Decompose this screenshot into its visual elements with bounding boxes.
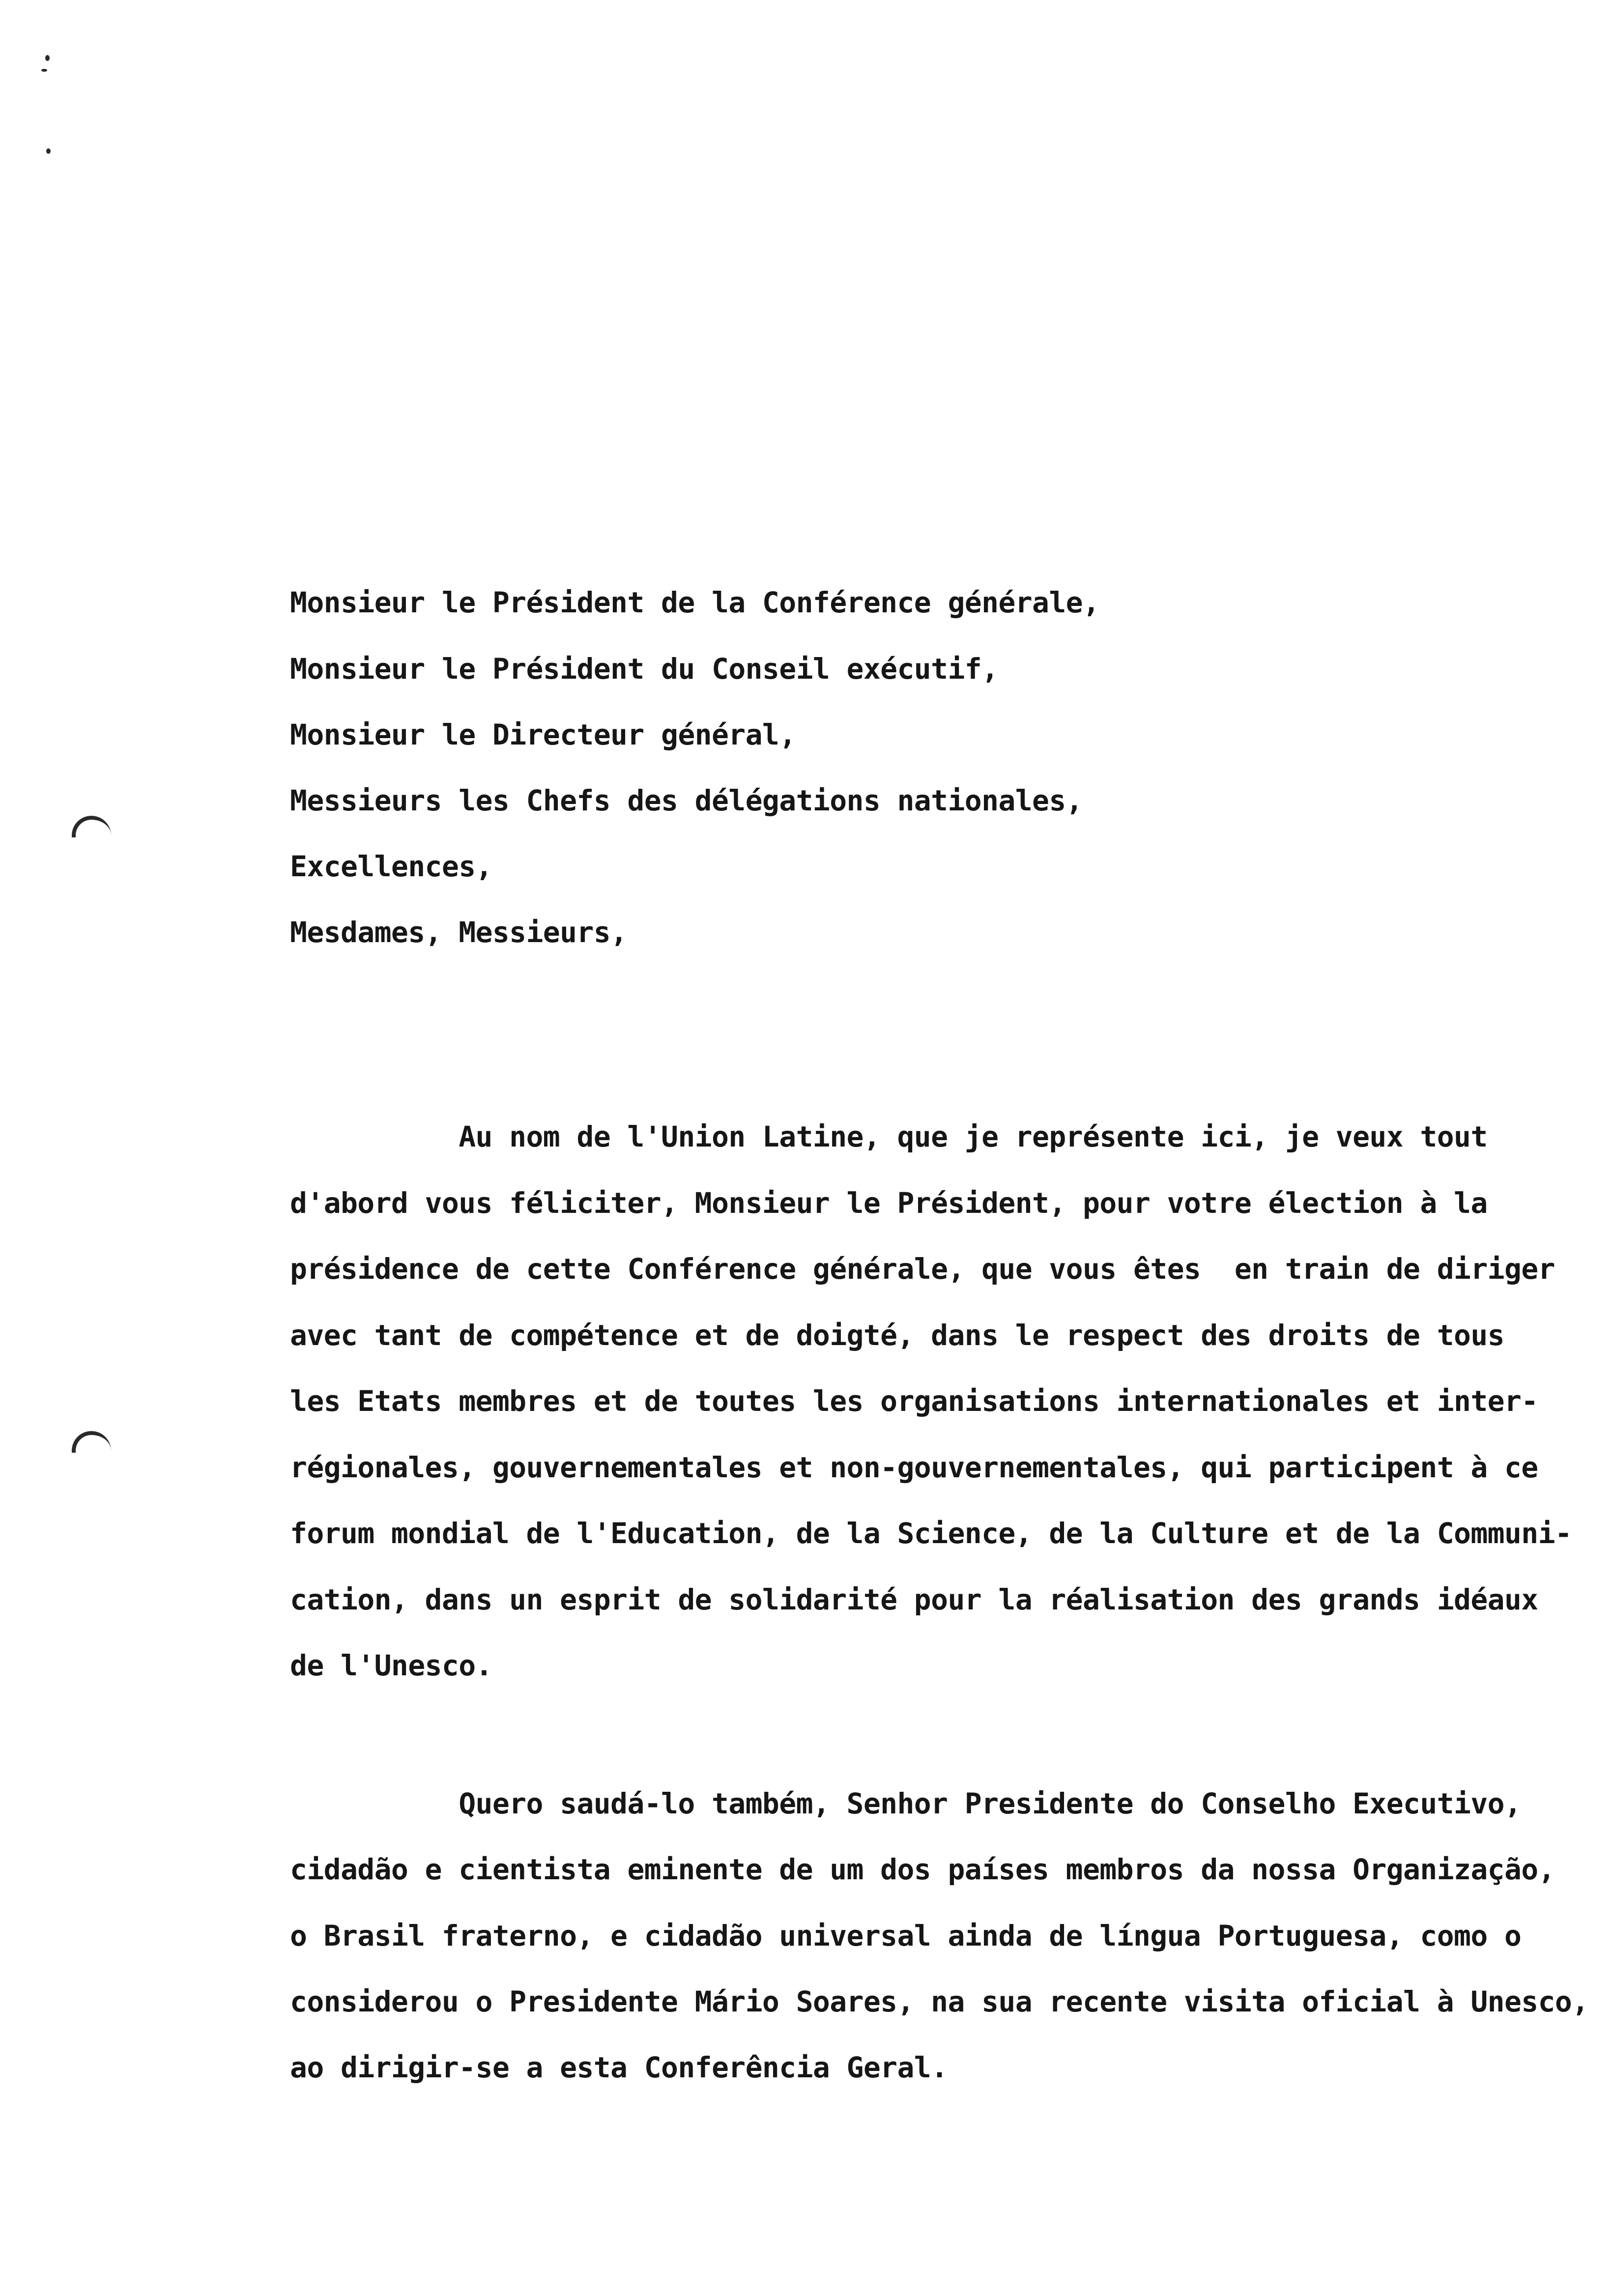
scan-speck <box>41 69 47 72</box>
paragraph-2-line: Quero saudá-lo também, Senhor Presidente do Conselho Executivo, <box>290 1787 1522 1820</box>
salutation-line: Mesdames, Messieurs, <box>290 916 628 949</box>
salutation-line: Monsieur le Président de la Conférence générale, <box>290 586 1100 619</box>
scan-speck <box>46 148 51 154</box>
scan-speck <box>45 55 50 61</box>
paragraph-1-line: les Etats membres et de toutes les organisations internationales et inter- <box>290 1384 1538 1418</box>
salutation-line: Monsieur le Directeur général, <box>290 718 796 751</box>
paragraph-1-line: cation, dans un esprit de solidarité pour la réalisation des grands idéaux <box>290 1583 1538 1616</box>
paragraph-1-line: présidence de cette Conférence générale, que vous êtes en train de diriger <box>290 1252 1555 1286</box>
paragraph-2-line: cidadão e cientista eminente de um dos países membros da nossa Organização, <box>290 1853 1555 1886</box>
paragraph-1-line: Au nom de l'Union Latine, que je représente ici, je veux tout <box>290 1120 1488 1153</box>
salutation-line: Monsieur le Président du Conseil exécutif, <box>290 652 999 686</box>
salutation-line: Excellences, <box>290 850 492 883</box>
paragraph-1-line: forum mondial de l'Education, de la Science, de la Culture et de la Communi- <box>290 1517 1572 1550</box>
salutation-line: Messieurs les Chefs des délégations nationales, <box>290 784 1083 817</box>
paragraph-1-line: avec tant de compétence et de doigté, dans le respect des droits de tous <box>290 1319 1504 1352</box>
paragraph-2-line: ao dirigir-se a esta Conferência Geral. <box>290 2051 948 2084</box>
paragraph-1-line: de l'Unesco. <box>290 1649 492 1682</box>
paragraph-1-line: d'abord vous féliciter, Monsieur le Président, pour votre élection à la <box>290 1186 1488 1220</box>
punch-hole-mark <box>72 1431 111 1453</box>
paragraph-2-line: o Brasil fraterno, e cidadão universal ainda de língua Portuguesa, como o <box>290 1919 1522 1952</box>
paragraph-1-line: régionales, gouvernementales et non-gouvernementales, qui participent à ce <box>290 1451 1538 1484</box>
paragraph-2-line: considerou o Presidente Mário Soares, na sua recente visita oficial à Unesco, <box>290 1985 1589 2018</box>
punch-hole-mark <box>72 816 111 837</box>
